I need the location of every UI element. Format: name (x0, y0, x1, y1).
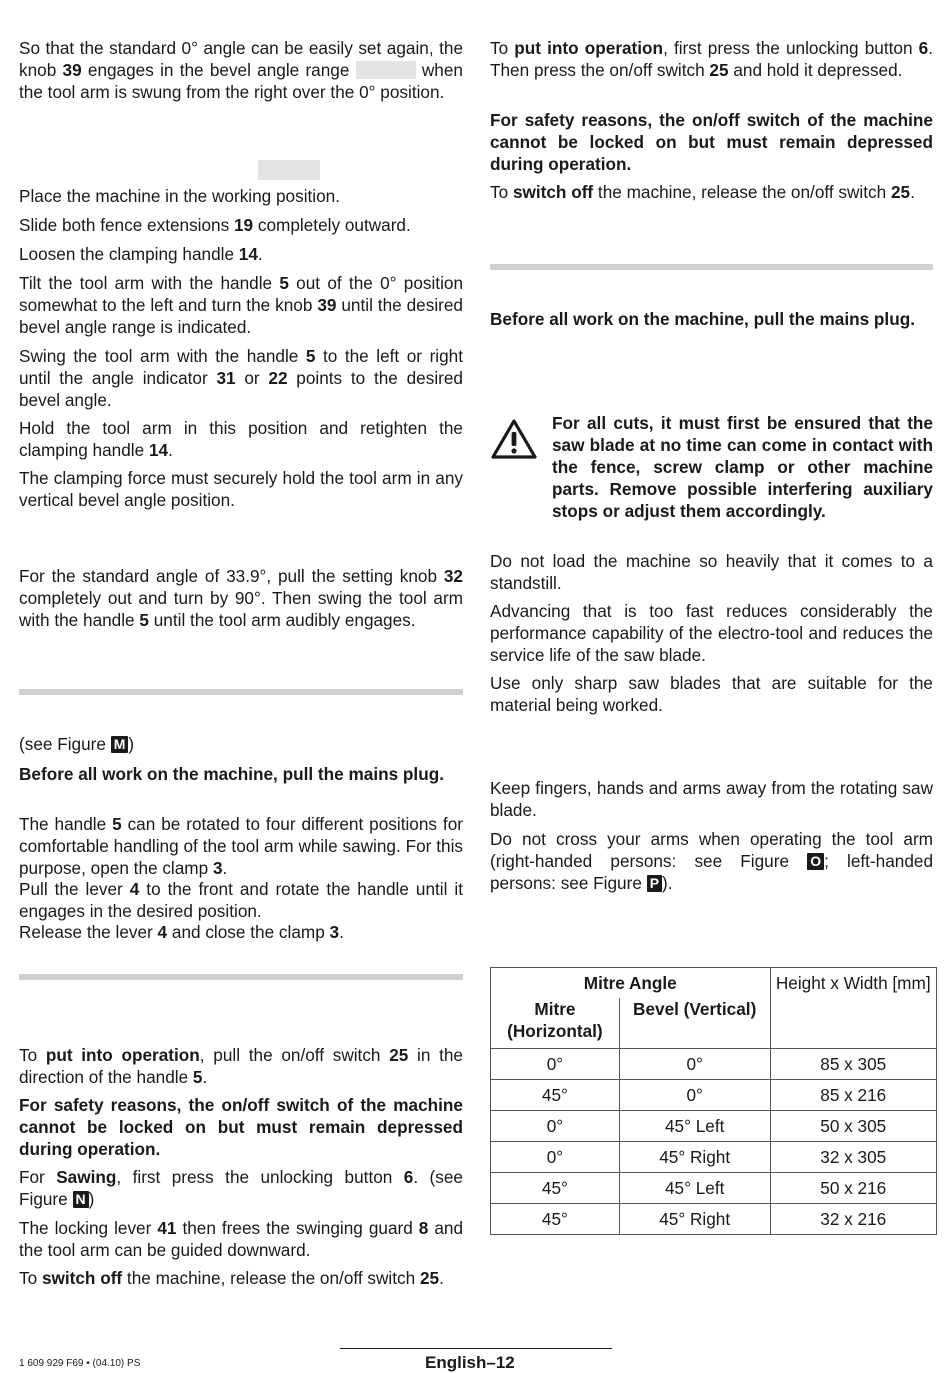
table-row (491, 1111, 937, 1142)
paragraph-handle: The handle 5 can be rotated to four different positions for comfortable handling of the tool arm while sawing. For this purpose, open the clamp 3. (19, 814, 463, 878)
document-code: 1 609 929 F69 • (04.10) PS (19, 1358, 141, 1369)
table-cell: 0° (619, 1049, 770, 1080)
paragraph-cross-arms: Do not cross your arms when operating the tool arm (right-handed persons: see Figure O ; left-handed persons: see Figure P ). (490, 829, 934, 893)
table-cell: 85 x 216 (770, 1080, 937, 1111)
paragraph-slide: Slide both fence extensions 19 completely outward. (19, 215, 411, 235)
paragraph-switch-off-right: To switch off the machine, release the on/off switch 25. (490, 182, 915, 202)
figure-label-p: P (647, 875, 662, 892)
paragraph-sawing: For Sawing, first press the unlocking button 6. (see Figure N ) (19, 1167, 463, 1209)
paragraph-put-into-operation: To put into operation, pull the on/off switch 25 in the direction of the handle 5. (19, 1045, 463, 1087)
table-cell: 45° (491, 1204, 620, 1235)
paragraph-hold: Hold the tool arm in this position and retighten the clamping handle 14. (19, 418, 463, 460)
figure-label-n: N (73, 1191, 89, 1208)
table-cell: 45° Right (619, 1204, 770, 1235)
table-header-height-width: Height x Width [mm] (770, 968, 937, 1049)
table-cell: 50 x 216 (770, 1173, 937, 1204)
table-cell: 0° (491, 1111, 620, 1142)
table-header-bevel: Bevel (Vertical) (619, 998, 770, 1049)
paragraph-release-lever: Release the lever 4 and close the clamp 3. (19, 922, 344, 942)
table-cell: 45° Right (619, 1142, 770, 1173)
safety-note-right: For safety reasons, the on/off switch of the machine cannot be locked on but must remain depressed during operation. (490, 110, 933, 174)
table-row (491, 1080, 937, 1111)
page-number: English–12 (425, 1353, 515, 1372)
bevel-range-placeholder (356, 61, 416, 79)
table-cell: 0° (619, 1080, 770, 1111)
table-cell: 0° (491, 1049, 620, 1080)
figure-label-o: O (807, 853, 824, 870)
safety-note: For safety reasons, the on/off switch of the machine cannot be locked on but must remain depressed during operation. (19, 1095, 463, 1159)
section-divider (19, 974, 463, 980)
table-cell: 50 x 305 (770, 1111, 937, 1142)
section-divider (490, 264, 933, 270)
warning-cuts: For all cuts, it must first be ensured that the saw blade at no time can come in contact with the fence, screw clamp or other machine parts. Remove possible interfering auxiliary stops or adjust them accordingly. (552, 413, 933, 521)
section-divider (19, 689, 463, 695)
table-cell: 32 x 216 (770, 1204, 937, 1235)
table-cell: 45° (491, 1080, 620, 1111)
paragraph-switch-off: To switch off the machine, release the on/off switch 25. (19, 1268, 444, 1288)
table-body (491, 1049, 937, 1235)
paragraph-swing: Swing the tool arm with the handle 5 to the left or right until the angle indicator 31 or 22 points to the desired bevel angle. (19, 346, 464, 410)
table-cell: 85 x 305 (770, 1049, 937, 1080)
table-cell: 0° (491, 1142, 620, 1173)
footer-rule (340, 1348, 612, 1349)
table-row (491, 1173, 937, 1204)
figure-label-m: M (111, 736, 129, 753)
table-cell: 32 x 305 (770, 1142, 937, 1173)
paragraph-standard-angle: For the standard angle of 33.9°, pull the setting knob 32 completely out and turn by 90°. Then swing the tool arm with the handle 5 until the tool arm audibly engages. (19, 566, 463, 630)
paragraph-fingers: Keep fingers, hands and arms away from the rotating saw blade. (490, 778, 933, 820)
table-header-mitre: Mitre (Horizontal) (491, 998, 620, 1049)
paragraph-place: Place the machine in the working position. (19, 186, 341, 206)
paragraph-put-into-operation-right: To put into operation, first press the unlocking button 6. Then press the on/off switch 25 and hold it depressed. (490, 38, 933, 80)
table-header-mitre-angle: Mitre Angle (491, 968, 771, 999)
warning-pull-plug: Before all work on the machine, pull the mains plug. (19, 764, 444, 784)
table-cell: 45° Left (619, 1173, 770, 1204)
paragraph-clamping: The clamping force must securely hold the tool arm in any vertical bevel angle position. (19, 468, 463, 510)
paragraph-locking-lever: The locking lever 41 then frees the swinging guard 8 and the tool arm can be guided downward. (19, 1218, 464, 1260)
paragraph-pull-lever: Pull the lever 4 to the front and rotate the handle until it engages in the desired position. (19, 879, 463, 921)
paragraph-see-figure-m: (see Figure M ) (19, 734, 135, 754)
paragraph-tilt: Tilt the tool arm with the handle 5 out of the 0° position somewhat to the left and turn the knob 39 until the desired bevel angle range is indicated. (19, 273, 464, 337)
paragraph-loosen: Loosen the clamping handle 14. (19, 244, 263, 264)
table-row (491, 1049, 937, 1080)
section-heading-placeholder (258, 160, 320, 180)
paragraph-load: Do not load the machine so heavily that it comes to a standstill. (490, 551, 933, 593)
paragraph-advancing: Advancing that is too fast reduces considerably the performance capability of the electro-tool and reduces the service life of the saw blade. (490, 601, 933, 665)
paragraph-default-angle: So that the standard 0° angle can be easily set again, the knob 39 engages in the bevel angle range when the tool arm is swung from the right over the 0° position. (19, 38, 463, 102)
table-row (491, 1142, 937, 1173)
cutting-capacity-table (490, 967, 937, 1235)
table-cell: 45° Left (619, 1111, 770, 1142)
paragraph-sharp-blades: Use only sharp saw blades that are suitable for the material being worked. (490, 673, 933, 715)
table-row (491, 1204, 937, 1235)
warning-pull-plug-right: Before all work on the machine, pull the mains plug. (490, 309, 915, 329)
warning-triangle-icon (490, 418, 538, 460)
table-cell: 45° (491, 1173, 620, 1204)
